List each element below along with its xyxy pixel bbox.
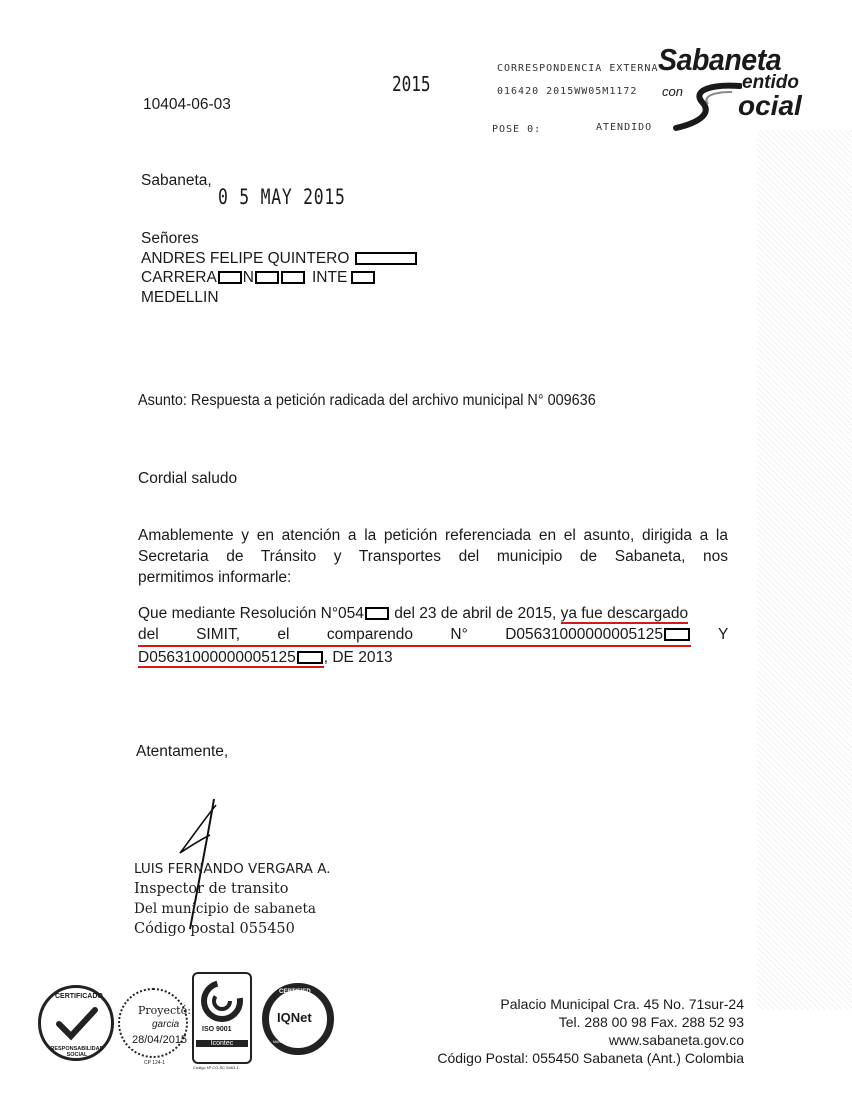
paragraph-intro-line-2: Secretaria de Tránsito y Transportes del municipio de Sabaneta, nos (138, 548, 728, 565)
footer-website: www.sabaneta.gov.co (608, 1032, 744, 1048)
paragraph-intro-line-3: permitimos informarle: (138, 569, 292, 586)
icontec-text: Icontec (196, 1040, 248, 1047)
redaction-box (218, 271, 242, 284)
redaction-box (664, 628, 690, 641)
seal-proyecto-text: Proyectó: (138, 1004, 191, 1017)
comparendo-year: , DE 2013 (323, 649, 393, 666)
resolution-line-2 (138, 624, 691, 647)
logo-word-con: con (662, 84, 683, 99)
resolution-number-text: Que mediante Resolución N°054 (138, 605, 364, 622)
recipient-address-line (141, 267, 376, 288)
logo-word-entido: entido (742, 72, 799, 93)
greeting: Cordial saludo (138, 470, 238, 487)
address-part-n: N (242, 269, 254, 286)
address-part-carrera: CARRERA (141, 269, 217, 286)
redaction-box (255, 271, 279, 284)
cert1-bottom-text: RESPONSABILIDAD SOCIAL (50, 1046, 104, 1058)
comparendo-number-2 (138, 649, 324, 668)
closing: Atentamente, (136, 743, 229, 760)
resolution-line-3 (138, 647, 728, 668)
seal-name-text: garcia (152, 1019, 180, 1030)
footer-postal: Código Postal: 055450 Sabaneta (Ant.) Colombia (437, 1050, 744, 1066)
footer-phone: Tel. 288 00 98 Fax. 288 52 93 (558, 1014, 744, 1030)
resolution-date-text: del 23 de abril de 2015, (394, 605, 557, 622)
signer-title: Inspector de transito (134, 881, 289, 897)
paragraph-intro (138, 525, 728, 588)
date-city: Sabaneta, (141, 172, 212, 189)
stamped-date: 0 5 MAY 2015 (218, 185, 346, 209)
icontec-swirl-icon (200, 980, 244, 1022)
stamp-line-3-right: ATENDIDO (596, 122, 653, 133)
stamp-line-1: CORRESPONDENCIA EXTERNA (497, 63, 659, 74)
redaction-box (297, 651, 323, 664)
comparendo-number-1 (505, 624, 691, 645)
logo-word-ocial: ocial (738, 90, 802, 121)
comparendo-number-2-text: D05631000000005125 (138, 649, 296, 666)
seal-date-text: 28/04/2015 (132, 1034, 188, 1046)
redaction-box (355, 252, 417, 265)
word-del: del (138, 626, 159, 643)
redaction-box (365, 607, 389, 620)
redaction-box (351, 271, 375, 284)
stamp-line-3-left: POSE 0: (492, 124, 542, 135)
iqnet-ring-top: CERTIFIED (279, 989, 311, 995)
cert-icontec-logo (192, 972, 252, 1064)
cert2-note: CP 124-1 (144, 1060, 166, 1066)
signer-name: LUIS FERNANDO VERGARA A. (134, 861, 331, 877)
word-comparendo: comparendo (326, 626, 414, 643)
footer-address: Palacio Municipal Cra. 45 No. 71sur-24 (500, 996, 744, 1012)
word-el: el (277, 626, 290, 643)
word-y: Y (718, 626, 729, 643)
cert-responsabilidad-social-logo (38, 985, 114, 1061)
comparendo-number-1-text: D05631000000005125 (505, 626, 663, 643)
scan-edge-texture (757, 130, 852, 1010)
underlined-descargado: ya fue descargado (560, 605, 689, 622)
cert-proyecto-seal (118, 988, 191, 1058)
word-simit: SIMIT, (196, 626, 240, 643)
signature-block (134, 859, 330, 939)
recipient-name: ANDRES FELIPE QUINTERO (141, 250, 350, 267)
iqnet-text: IQNet (277, 1010, 312, 1025)
logo-word-sabaneta: Sabaneta (658, 42, 782, 77)
checkmark-icon (55, 1004, 99, 1044)
redaction-box (281, 271, 305, 284)
signer-dept: Del municipio de sabaneta (134, 901, 316, 917)
subject-line: Asunto: Respuesta a petición radicada del archivo municipal N° 009636 (138, 392, 596, 409)
sabaneta-logo (658, 42, 808, 137)
stamp-line-2: 016420 2015WW05M1172 (497, 86, 638, 97)
recipient-salutation: Señores (141, 230, 199, 247)
resolution-line-1 (138, 603, 728, 624)
iqnet-ring-bottom: MANAGEMENT SYSTEM (273, 1040, 314, 1044)
word-no: N° (450, 626, 468, 643)
cert1-top-text: CERTIFICADO (55, 993, 103, 1000)
footer-block (437, 995, 744, 1067)
year-stamp: 2015 (392, 72, 431, 96)
logo-swoosh-icon (672, 82, 742, 132)
recipient-city: MEDELLIN (141, 289, 219, 306)
paragraph-resolution (138, 603, 728, 668)
signer-postal: Código postal 055450 (134, 921, 295, 937)
icontec-code: Código Nº CO-SC 5463-1 (193, 1065, 239, 1070)
reference-code: 10404-06-03 (143, 96, 231, 113)
cert-iqnet-logo (262, 983, 334, 1055)
iso-text: ISO 9001 (202, 1026, 232, 1033)
recipient-name-line (141, 248, 418, 269)
address-part-inte: INTE (312, 269, 348, 286)
paragraph-intro-line-1: Amablemente y en atención a la petición referenciada en el asunto, dirigida a la (138, 527, 728, 544)
